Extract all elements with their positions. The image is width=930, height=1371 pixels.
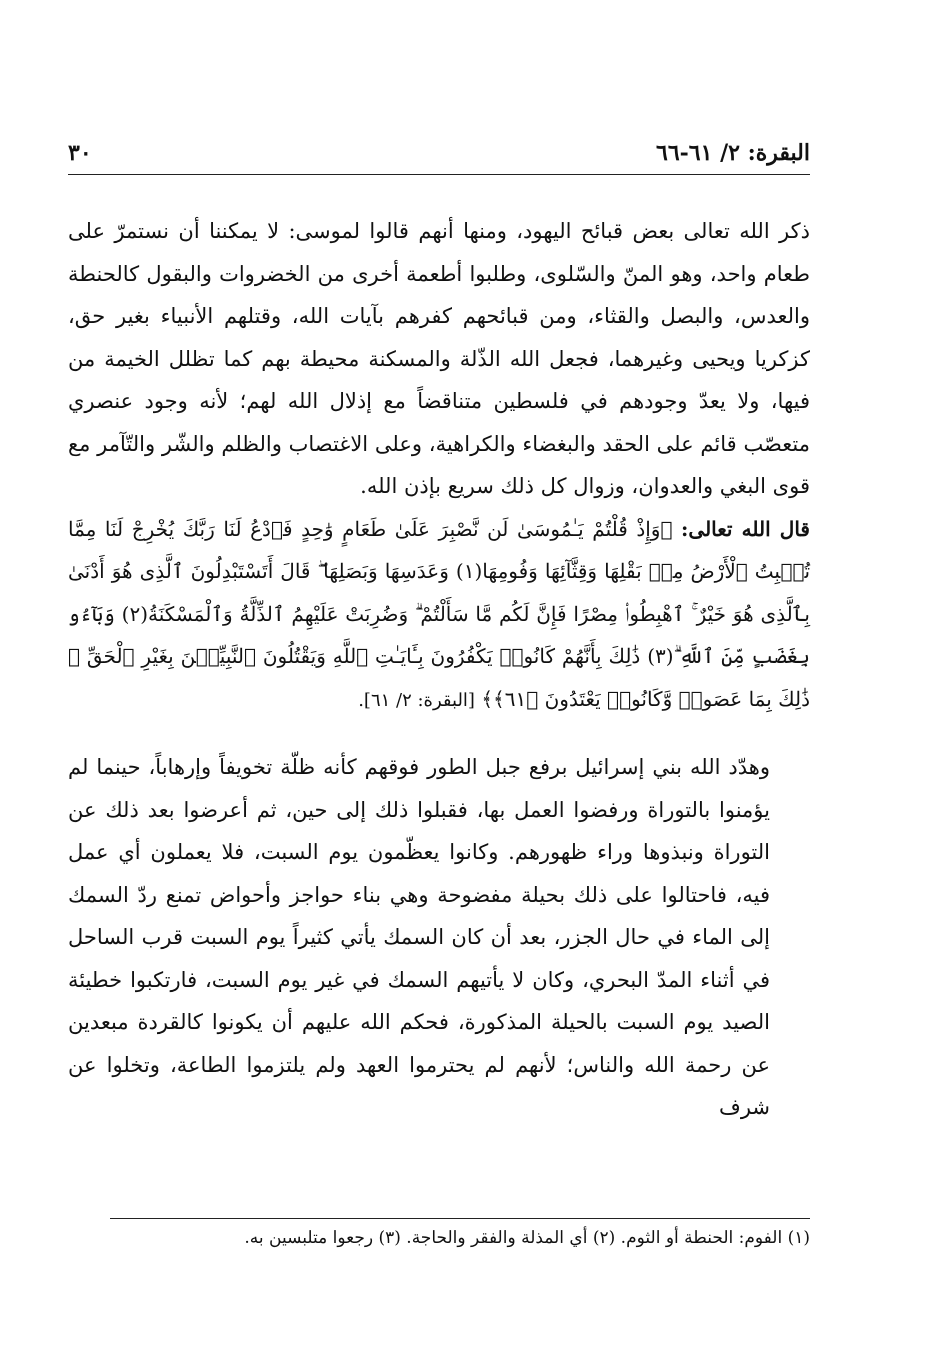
paragraph-2: وهدّد الله بني إسرائيل برفع جبل الطور فوقهم كأنه ظلّة تخويفاً وإرهاباً، حينما لم يؤمنوا بالتوراة ورفضوا العمل بها، فقبلوا ذلك إلى حين، ثم أعرضوا بعد ذلك عن التوراة ونبذوها وراء ظهورهم. وكانوا يعظّمون يوم السبت، فلا يعملون أي عمل فيه، فاحتالوا على ذلك بحيلة مفضوحة وهي بناء حواجز وأحواض تمنع ردّ السمك إلى الماء في حال الجزر، بعد أن كان السمك يأتي كثيراً يوم السبت قرب الساحل في أثناء المدّ البحري، وكان لا يأتيهم السمك في غير يوم السبت، فارتكبوا خطيئة الصيد يوم السبت بالحيلة المذكورة، فحكم الله عليهم أن يكونوا كالقردة مبعدين عن رحمة الله والناس؛ لأنهم لم يحترموا العهد ولم يلتزموا الطاعة، وتخلوا عن شرف (68, 755, 770, 1119)
footnote-rule (110, 1218, 810, 1219)
quran-reference: [البقرة: ٢/ ٦١]. (358, 689, 475, 711)
paragraph-gap (68, 722, 810, 746)
body-text (68, 210, 810, 1129)
quran-verse: ﴿وَإِذْ قُلْتُمْ يَـٰمُوسَىٰ لَن نَّصْبِرَ عَلَىٰ طَعَامٍ وَٰحِدٍ فَٱدْعُ لَنَا رَبَّكَ يُخْرِجْ لَنَا مِمَّا تُنۢبِتُ ٱلْأَرْضُ مِنۢ بَقْلِهَا وَقِثَّآئِهَا وَفُومِهَا(١) وَعَدَسِهَا وَبَصَلِهَا ۖ قَالَ أَتَسْتَبْدِلُونَ ٱلَّذِى هُوَ أَدْنَىٰ بِٱلَّذِى هُوَ خَيْرٌ ۚ ٱهْبِطُوا۟ مِصْرًا فَإِنَّ لَكُم مَّا سَأَلْتُمْ ۗ وَضُرِبَتْ عَلَيْهِمُ ٱلذِّلَّةُ وَٱلْمَسْكَنَةُ(٢) وَبَآءُو بِغَضَبٍ مِّنَ ٱللَّهِ ۗ(٣) ذَٰلِكَ بِأَنَّهُمْ كَانُوا۟ يَكْفُرُونَ بِـَٔايَـٰتِ ٱللَّهِ وَيَقْتُلُونَ ٱلنَّبِيِّـۧنَ بِغَيْرِ ٱلْحَقِّ ۗ ذَٰلِكَ بِمَا عَصَوا۟ وَّكَانُوا۟ يَعْتَدُونَ ﴿٦١﴾﴾ (68, 516, 811, 711)
header-rule (68, 174, 810, 175)
header-title: البقرة: ٢/ ٦١-٦٦ (656, 140, 810, 166)
paragraph-1: ذكر الله تعالى بعض قبائح اليهود، ومنها أنهم قالوا لموسى: لا يمكننا أن نستمرّ على طعام واحد، وهو المنّ والسّلوى، وطلبوا أطعمة أخرى من الخضروات والبقول كالحنطة والعدس، والبصل والقثاء، ومن قبائحهم كفرهم بآيات الله، وقتلهم الأنبياء بغير حق، كزكريا ويحيى وغيرهما، فجعل الله الذّلة والمسكنة محيطة بهم كما تظلل الخيمة من فيها، ولا يعدّ وجودهم في فلسطين متناقضاً مع إذلال الله لهم؛ لأنه وجود عنصري متعصّب قائم على الحقد والبغضاء والكراهية، وعلى الاغتصاب والظلم والشّر والتّآمر مع قوى البغي والعدوان، وزوال كل ذلك سريع بإذن الله. (68, 219, 810, 498)
footnotes: (١) الفوم: الحنطة أو الثوم. (٢) أي المذلة والفقر والحاجة. (٣) رجعوا متلبسين به. (244, 1228, 810, 1248)
page (68, 0, 810, 1371)
running-header (68, 140, 810, 174)
quran-intro: قال الله تعالى: (681, 516, 810, 541)
page-number: ٣٠ (68, 140, 92, 166)
quran-quote (68, 508, 810, 723)
